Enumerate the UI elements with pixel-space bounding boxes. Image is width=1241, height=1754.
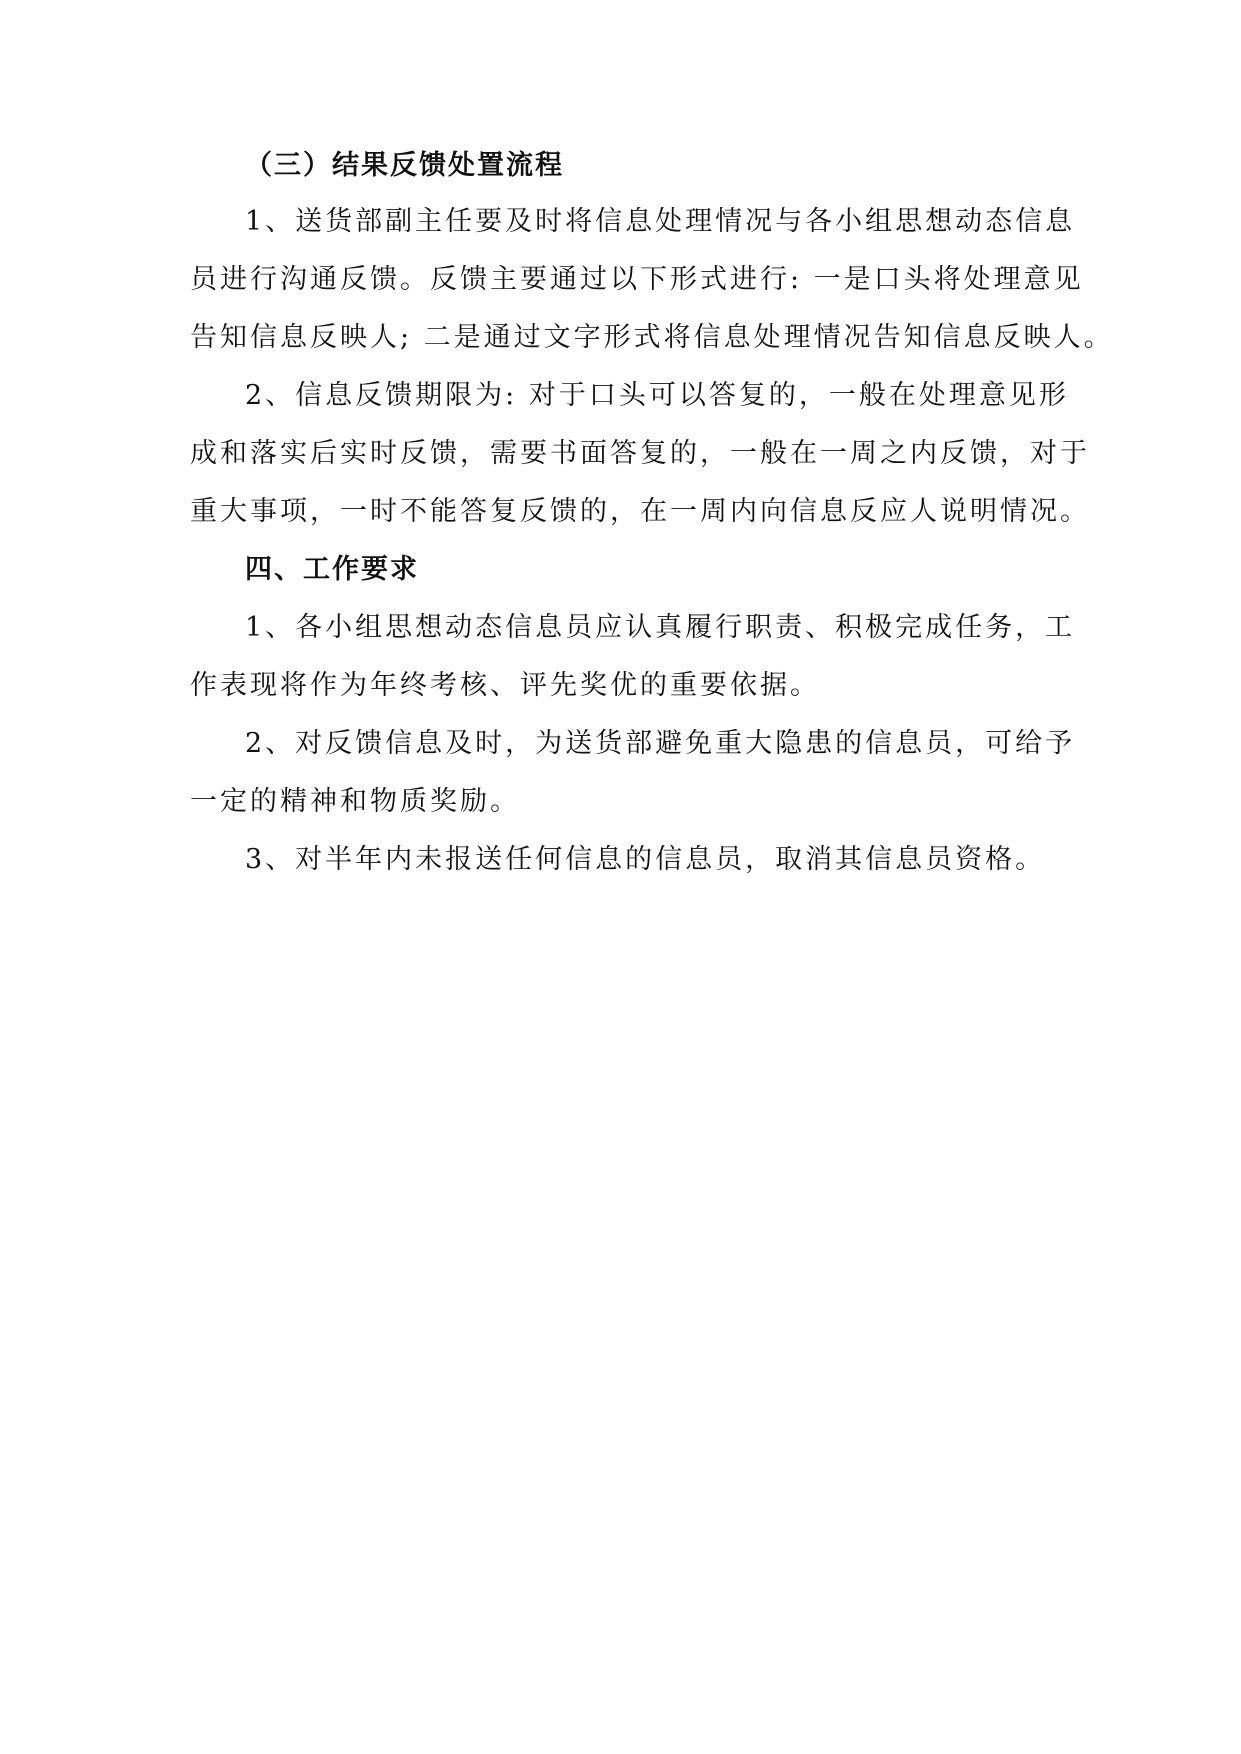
requirement-3-line-1: 3、对半年内未报送任何信息的信息员，取消其信息员资格。 xyxy=(245,844,1046,875)
paragraph-2-line-1: 2、信息反馈期限为: 对于口头可以答复的，一般在处理意见形 xyxy=(245,380,1069,411)
requirement-2-line-2: 一定的精神和物质奖励。 xyxy=(190,786,520,817)
paragraph-1-line-1: 1、送货部副主任要及时将信息处理情况与各小组思想动态信息 xyxy=(245,206,1076,237)
requirement-1-line-2: 作表现将作为年终考核、评先奖优的重要依据。 xyxy=(190,670,820,701)
requirement-2-line-1: 2、对反馈信息及时，为送货部避免重大隐患的信息员，可给予 xyxy=(245,728,1076,759)
paragraph-2-line-3: 重大事项，一时不能答复反馈的，在一周内向信息反应人说明情况。 xyxy=(190,496,1090,527)
paragraph-1-line-3: 告知信息反映人; 二是通过文字形式将信息处理情况告知信息反映人。 xyxy=(190,322,1114,353)
section-4-heading: 四、工作要求 xyxy=(245,554,419,585)
section-3-heading: （三）结果反馈处置流程 xyxy=(245,150,564,181)
paragraph-2-line-2: 成和落实后实时反馈，需要书面答复的，一般在一周之内反馈，对于 xyxy=(190,438,1090,469)
requirement-1-line-1: 1、各小组思想动态信息员应认真履行职责、积极完成任务，工 xyxy=(245,612,1076,643)
paragraph-1-line-2: 员进行沟通反馈。反馈主要通过以下形式进行: 一是口头将处理意见 xyxy=(190,264,1084,295)
